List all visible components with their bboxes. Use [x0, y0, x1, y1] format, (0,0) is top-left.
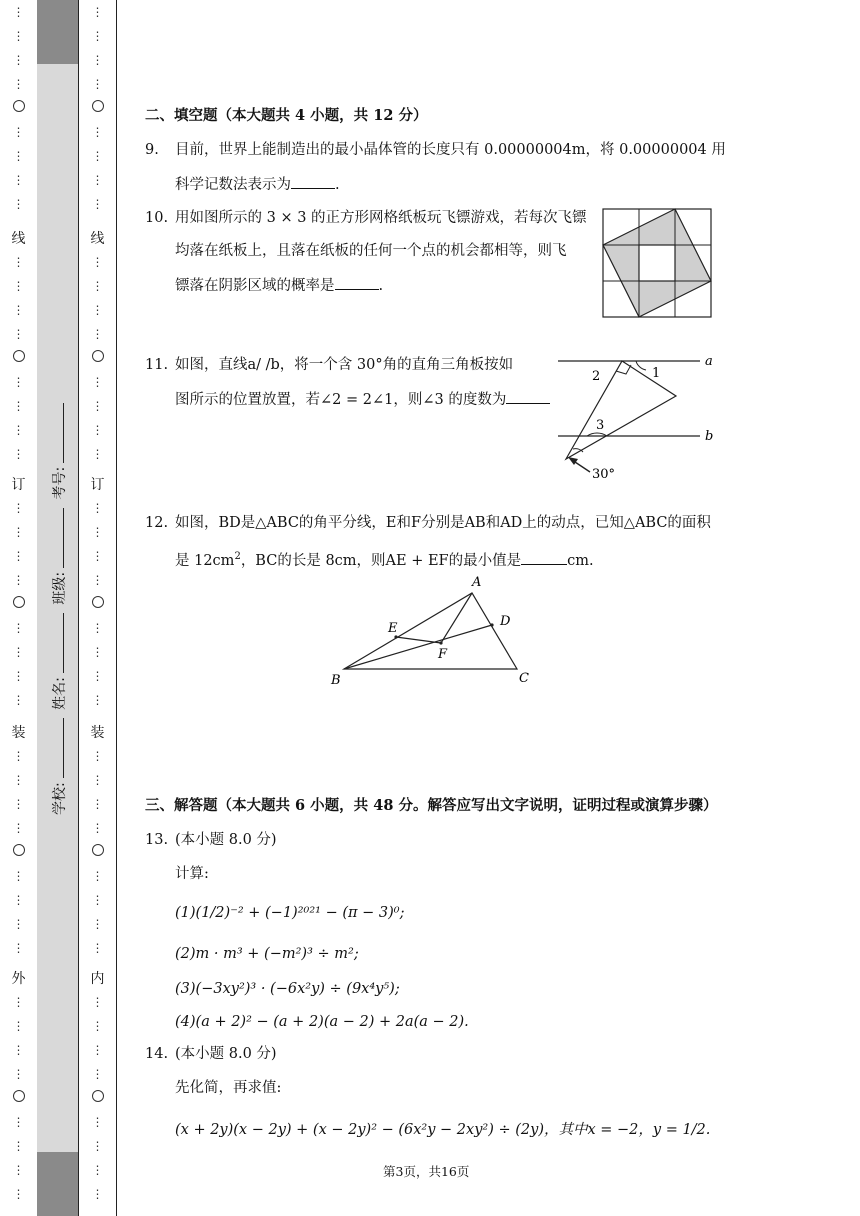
label-B: B: [331, 673, 341, 688]
circle-icon: [92, 844, 104, 856]
q12-superscript: 2: [234, 551, 241, 562]
q10-line3-text: 镖落在阴影区域的概率是: [175, 278, 335, 294]
circle-icon: [13, 100, 25, 112]
label-E: E: [388, 621, 398, 636]
seal-char-wai: 外: [11, 971, 26, 987]
q10-line1: 用如图所示的 3 × 3 的正方形网格纸板玩飞镖游戏，若每次飞镖: [175, 210, 587, 226]
q12-line2-a: 是 12cm: [175, 552, 235, 569]
dotted-seal-line: ⋮ ⋮ ⋮ ⋮ ⋮ ⋮ ⋮ ⋮: [91, 749, 104, 955]
page-footer: 第3页，共16页: [383, 1164, 470, 1179]
dotted-seal-line: ⋮ ⋮ ⋮ ⋮ ⋮ ⋮ ⋮ ⋮: [12, 995, 25, 1201]
circle-icon: [92, 596, 104, 608]
q10: [145, 208, 587, 228]
q12-number: 12.: [145, 515, 169, 531]
q12-line1: 如图，BD是△ABC的角平分线，E和F分别是AB和AD上的动点，已知△ABC的面积: [175, 515, 711, 531]
class-label: 班级:: [52, 571, 68, 605]
answer-blank[interactable]: [291, 174, 335, 189]
q12: [145, 513, 711, 533]
dotted-seal-line: ⋮ ⋮ ⋮ ⋮ ⋮ ⋮ ⋮ ⋮: [12, 749, 25, 955]
label-b: b: [705, 429, 714, 444]
q13-intro: 计算:: [175, 866, 209, 882]
dotted-seal-line: ⋮ ⋮ ⋮ ⋮ ⋮ ⋮ ⋮ ⋮: [91, 501, 104, 707]
circle-icon: [13, 596, 25, 608]
dotted-seal-line: ⋮ ⋮ ⋮ ⋮ ⋮ ⋮ ⋮ ⋮: [12, 255, 25, 461]
circle-icon: [92, 100, 104, 112]
section3-heading: 三、解答题（本大题共 6 小题，共 48 分。解答应写出文字说明，证明过程或演算步骤）: [145, 797, 718, 814]
dotted-seal-line: ⋮ ⋮ ⋮ ⋮ ⋮ ⋮ ⋮ ⋮: [91, 995, 104, 1201]
strip-dark-top: [37, 0, 78, 64]
q9-line2-text: 科学记数法表示为: [175, 177, 291, 193]
label-C: C: [519, 671, 529, 686]
binding-outer-column: [0, 0, 38, 1216]
q11-number: 11.: [145, 357, 169, 373]
q11: [145, 355, 513, 375]
q13-item-3: (3)(−3xy²)³ · (−6x²y) ÷ (9x⁴y⁵);: [175, 981, 400, 997]
strip-dark-bottom: [37, 1152, 78, 1216]
seal-char-nei: 内: [90, 971, 105, 987]
q14-number: 14.: [145, 1046, 169, 1062]
q9: [145, 140, 726, 160]
q9-line1: 目前，世界上能制造出的最小晶体管的长度只有 0.00000004m，将 0.00000004 用: [175, 142, 726, 158]
circle-icon: [13, 1090, 25, 1102]
answer-blank[interactable]: [521, 550, 567, 565]
exam-number-label: 考号:: [52, 466, 68, 500]
q10-grid-figure: [602, 208, 714, 320]
seal-char-ding: 订: [90, 477, 105, 493]
q14-expression: (x + 2y)(x − 2y) + (x − 2y)² − (6x²y − 2xy²) ÷ (2y)，其中x = −2，y = 1/2.: [175, 1122, 711, 1138]
label-angle-3: 3: [596, 418, 605, 433]
label-a: a: [705, 354, 713, 369]
circle-icon: [13, 350, 25, 362]
q11-parallel-lines-figure: [550, 350, 720, 485]
circle-icon: [92, 1090, 104, 1102]
q13-item-1: (1)(1/2)⁻² + (−1)²⁰²¹ − (π − 3)⁰;: [175, 905, 405, 921]
q9-line2-end: .: [335, 177, 340, 193]
dotted-seal-line: ⋮ ⋮ ⋮ ⋮ ⋮ ⋮ ⋮ ⋮: [12, 5, 25, 211]
q10-line3-end: .: [378, 278, 384, 294]
student-info-fields: [49, 399, 69, 815]
dotted-seal-line: ⋮ ⋮ ⋮ ⋮ ⋮ ⋮ ⋮ ⋮: [12, 501, 25, 707]
name-label: 姓名:: [52, 677, 68, 710]
q11-line1: 如图，直线a/ /b，将一个含 30°角的直角三角板按如: [175, 357, 514, 373]
binding-inner-column: [79, 0, 117, 1216]
q13-number: 13.: [145, 832, 169, 848]
label-angle-2: 2: [592, 369, 601, 384]
circle-icon: [13, 844, 25, 856]
section2-heading: 二、填空题（本大题共 4 小题，共 12 分）: [145, 107, 428, 124]
q12-line2: [175, 547, 594, 571]
q12-line2-c: cm.: [567, 552, 594, 569]
q10-line2: 均落在纸板上，且落在纸板的任何一个点的机会都相等，则飞: [175, 243, 567, 259]
label-angle-1: 1: [652, 366, 661, 381]
label-30-degree: 30°: [592, 467, 616, 482]
seal-char-xian: 线: [11, 231, 26, 247]
seal-char-zhuang: 装: [11, 725, 26, 741]
q13: [145, 830, 277, 850]
binding-info-strip: [37, 0, 79, 1216]
q13-points: (本小题 8.0 分): [175, 832, 277, 848]
label-A: A: [472, 575, 482, 590]
q9-number: 9.: [145, 142, 159, 158]
q14-points: (本小题 8.0 分): [175, 1046, 277, 1062]
q12-triangle-figure: [325, 570, 540, 690]
q14-intro: 先化简，再求值:: [175, 1080, 282, 1096]
seal-char-zhuang: 装: [90, 725, 105, 741]
q13-item-2: (2)m · m³ + (−m²)³ ÷ m²;: [175, 946, 359, 962]
q12-line2-b: ，BC的长是 8cm，则AE + EF的最小值是: [240, 552, 522, 569]
q9-line2: [175, 174, 340, 195]
q14: [145, 1044, 277, 1064]
circle-icon: [92, 350, 104, 362]
q10-line3: [175, 275, 383, 296]
q13-item-4: (4)(a + 2)² − (a + 2)(a − 2) + 2a(a − 2).: [175, 1014, 469, 1030]
q11-line2: [175, 389, 550, 410]
answer-blank[interactable]: [335, 275, 379, 290]
answer-blank[interactable]: [506, 389, 550, 404]
q10-number: 10.: [145, 210, 169, 226]
label-F: F: [438, 647, 448, 662]
label-D: D: [500, 614, 511, 629]
q11-line2-text: 图所示的位置放置，若∠2 = 2∠1，则∠3 的度数为: [175, 392, 507, 408]
school-label: 学校:: [52, 782, 68, 815]
seal-char-xian: 线: [90, 231, 105, 247]
dotted-seal-line: ⋮ ⋮ ⋮ ⋮ ⋮ ⋮ ⋮ ⋮: [91, 255, 104, 461]
dotted-seal-line: ⋮ ⋮ ⋮ ⋮ ⋮ ⋮ ⋮ ⋮: [91, 5, 104, 211]
seal-char-ding: 订: [11, 477, 26, 493]
